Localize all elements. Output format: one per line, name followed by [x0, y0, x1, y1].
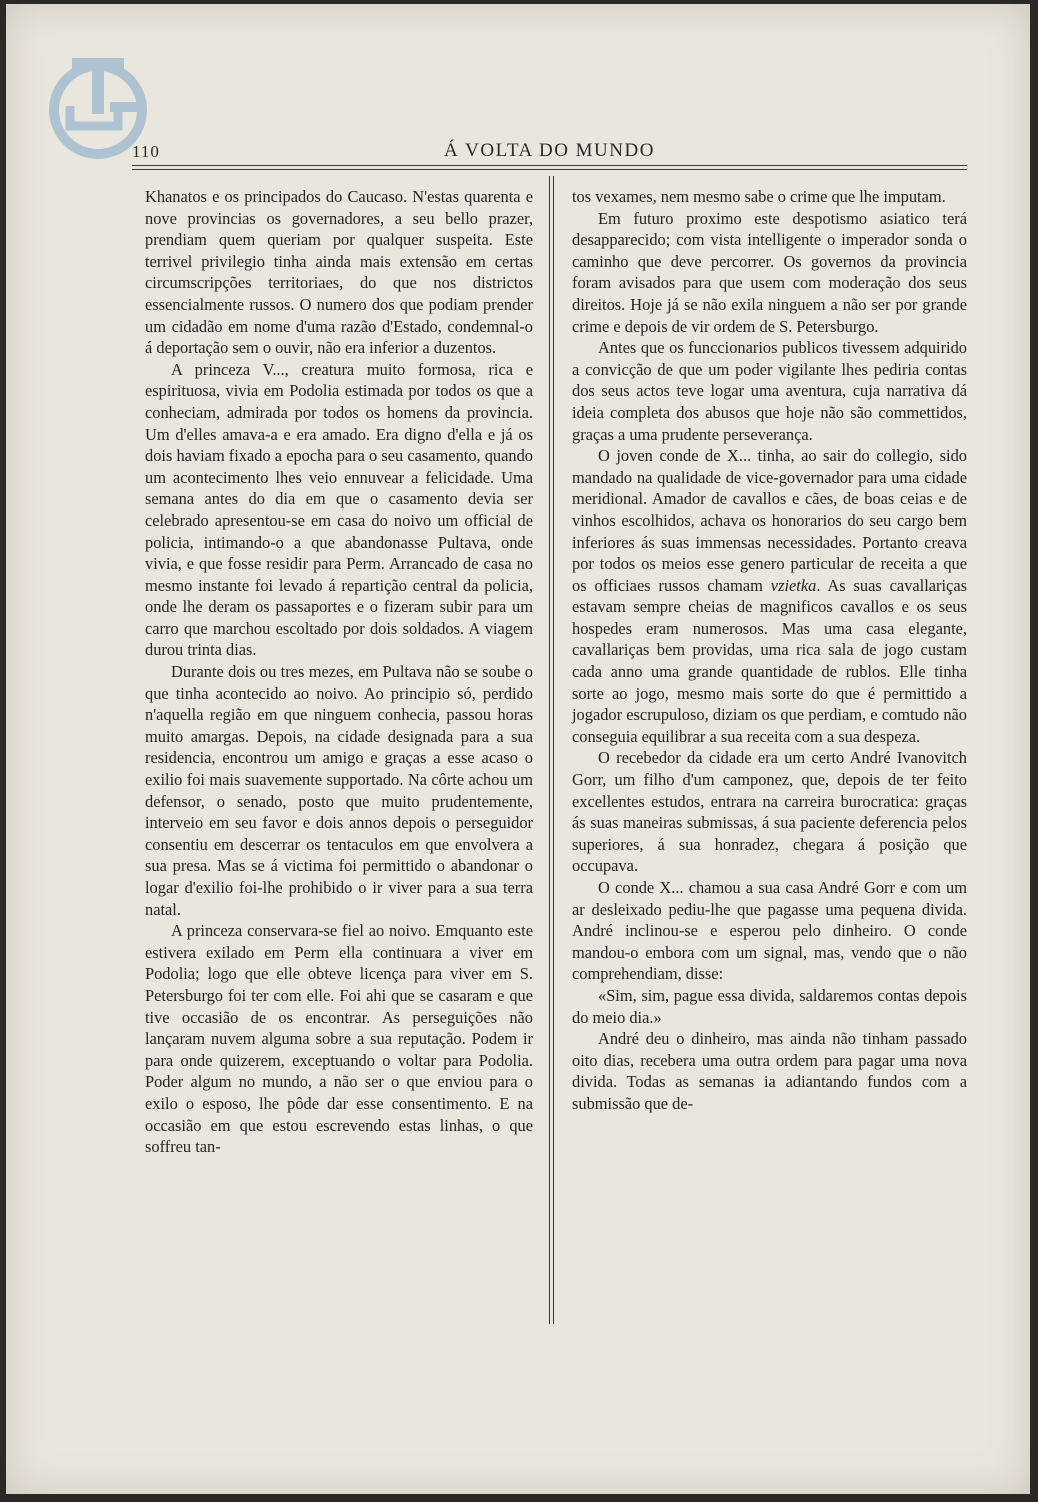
- header-rule: [132, 169, 967, 170]
- paragraph: A princeza conservara-se fiel ao noivo. Emquanto este estivera exilado em Perm ella continuara a viver em Podolia; logo que elle obteve licença para viver em S. Petersburgo foi ter com elle. Foi ahi que se casaram e que tive occasião de os encontrar. As perseguições não lançaram nuvem alguma sobre a sua reputação. Podem ir para onde quizerem, exceptuando o voltar para Podolia. Poder algum no mundo, a não ser o que enviou para o exilo o esposo, lhe pôde dar esse consentimento. E na occasião em que estou escrevendo estas linhas, o que soffreu tan-: [145, 921, 533, 1157]
- right-column: [572, 186, 967, 1115]
- paragraph: [572, 445, 967, 747]
- header-rule: [132, 165, 967, 166]
- paragraph: Antes que os funccionarios publicos tivessem adquirido a convicção de que um poder vigilante lhes pediria contas dos seus actos teve logar uma aventura, cuja narrativa dá ideia completa dos abusos que hoje não são commettidos, graças a uma prudente perseverança.: [572, 338, 967, 444]
- paragraph: O recebedor da cidade era um certo André Ivanovitch Gorr, um filho d'um camponez, que, depois de ter feito excellentes estudos, entrara na carreira burocratica: graças ás suas maneiras submissas, á sua paciente deferencia pelos superiores, á sua honradez, chegara á posição que occupava.: [572, 748, 967, 876]
- paragraph: Em futuro proximo este despotismo asiatico terá desapparecido; com vista intelligente o imperador sonda o caminho que deve percorrer. Os governos da provincia foram avisados para que usem com moderação dos seus direitos. Hoje já se não exila ninguem a não ser por grande crime e depois de vir ordem de S. Petersburgo.: [572, 208, 967, 336]
- quotation: «Sim, sim, pague essa divida, saldaremos contas depois do meio dia.»: [572, 985, 967, 1027]
- column-divider: [549, 176, 550, 1324]
- running-title: Á VOLTA DO MUNDO: [444, 140, 655, 161]
- column-divider: [553, 176, 554, 1324]
- page-number: 110: [132, 142, 160, 161]
- paragraph: O conde X... chamou a sua casa André Gorr e com um ar desleixado pediu-lhe que pagasse uma pequena divida. André inclinou-se e esperou pelo dinheiro. O conde mandou-o embora com um signal, mas, vendo que o não comprehendiam, disse:: [572, 878, 967, 984]
- paragraph: tos vexames, nem mesmo sabe o crime que lhe imputam.: [572, 187, 946, 206]
- paragraph-text: . As suas cavallariças estavam sempre cheias de magnificos cavallos e os seus hospedes eram numerosos. Mas uma casa elegante, cavallariças bem providas, uma rica sala de jogo custam cada anno uma grande quantidade de rublos. Elle tinha sorte ao jogo, mesmo mais sorte do que é permittido a jogador escrupuloso, diziam os que perdiam, e comtudo não conseguia equilibrar a sua receita com a sua despeza.: [572, 575, 967, 746]
- italic-term: vzietka: [770, 575, 817, 595]
- paragraph: Khanatos e os principados do Caucaso. N'estas quarenta e nove provincias os governadores, a seu bello prazer, prendiam quem queriam por qualquer suspeita. Este terrivel privilegio tinha ainda mais extensão em certas circumscripções territoriaes, do que nos districtos essencialmente russos. O numero dos que podiam prender um cidadão em nome d'uma razão d'Estado, condemnal-o á deportação sem o ouvir, não era inferior a duzentos.: [145, 187, 533, 358]
- left-column: [145, 186, 533, 1158]
- paragraph: A princeza V..., creatura muito formosa, rica e espirituosa, vivia em Podolia estimada por todos os que a conheciam, admirada por todos os homens da provincia. Um d'elles amava-a e era amado. Era digno d'ella e já os dois haviam fixado a epocha para o seu casamento, quando um acontecimento lhes veio ennuvear a felicidade. Uma semana antes do dia em que o casamento devia ser celebrado apresentou-se em casa do noivo um official de policia, intimando-o a que abandonasse Pultava, onde vivia, e que fosse residir para Perm. Arrancado de casa no mesmo instante foi levado á repartição central da policia, onde lhe deram os passaportes e o fizeram subir para um carro que marchou escoltado por dois soldados. A viagem durou trinta dias.: [145, 359, 533, 660]
- paragraph: Durante dois ou tres mezes, em Pultava não se soube o que tinha acontecido ao noivo. Ao principio só, perdido n'aquella região em que ninguem conhecia, passou horas muito amargas. Depois, na cidade designada para a sua residencia, encontrou um amigo e graças a esse acaso o exilio foi mais suavemente supportado. Na côrte achou um defensor, o senado, posto que muito prudentemente, interveio em seu favor e dois annos depois o perseguidor consentiu em descerrar os tentaculos em que envolvera a sua presa. Mas se á victima foi permittido o abandonar o logar d'exilio foi-lhe prohibido o ir viver para a sua terra natal.: [145, 662, 533, 919]
- page-header: [132, 140, 967, 162]
- paragraph: André deu o dinheiro, mas ainda não tinham passado oito dias, recebera uma outra ordem para pagar uma nova divida. Todas as semanas ia adiantando fundos com a submissão que de-: [572, 1029, 967, 1113]
- paragraph-text: O joven conde de X... tinha, ao sair do collegio, sido mandado na qualidade de vice-governador para uma cidade meridional. Amador de cavallos e cães, de boas ceias e de vinhos escolhidos, achava os honorarios do seu cargo bem inferiores ás suas immensas necessidades. Portanto creava por todos os meios esse genero particular de receita a que os officiaes russos chamam: [572, 446, 967, 595]
